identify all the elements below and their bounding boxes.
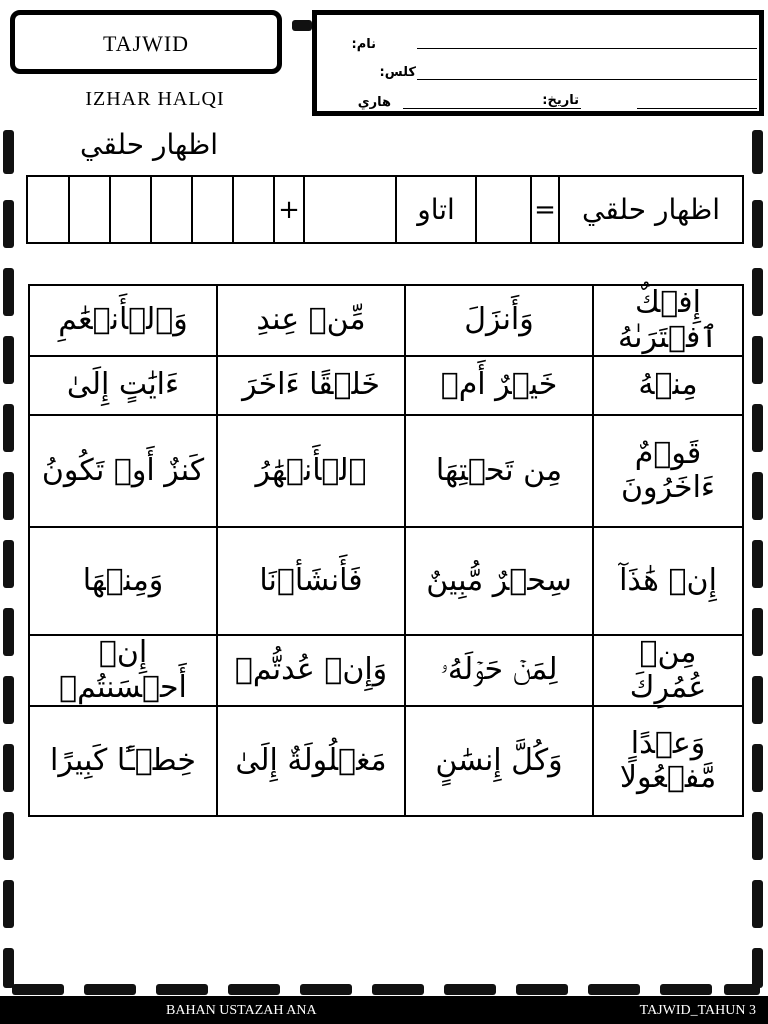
table-row (29, 415, 743, 527)
answer-box[interactable] (28, 177, 68, 242)
word-cell: وَٱلۡأَنۡعَٰمِ (29, 285, 217, 356)
worksheet-subtitle: IZHAR HALQI (85, 88, 225, 110)
word-cell: لِمَنۡ حَوۡلَهُۥ (405, 635, 593, 706)
word-cell: قَوۡمٌ ءَاخَرُونَ (593, 415, 743, 527)
border-dash (84, 984, 136, 995)
border-dash (588, 984, 640, 995)
date-field[interactable] (637, 108, 757, 109)
border-dash (3, 540, 14, 588)
border-dash (3, 268, 14, 316)
name-label: :نام (351, 37, 376, 52)
border-dash (724, 984, 760, 995)
border-dash (752, 200, 763, 248)
border-dash (752, 404, 763, 452)
border-dash (752, 130, 763, 174)
border-dash (3, 744, 14, 792)
border-dash (3, 472, 14, 520)
border-dash (752, 608, 763, 656)
word-cell: إِنۡ هَٰذَآ (593, 527, 743, 635)
border-dash (3, 948, 14, 988)
answer-box[interactable] (191, 177, 232, 242)
words-table (28, 284, 744, 817)
table-row (29, 635, 743, 706)
word-cell: مِّنۡ عِندِ (217, 285, 405, 356)
border-dash (660, 984, 712, 995)
border-dash (752, 540, 763, 588)
border-dash (3, 880, 14, 928)
border-dash (372, 984, 424, 995)
word-cell: خِطۡـًٔا كَبِيرًا (29, 706, 217, 816)
border-dash (228, 984, 280, 995)
word-cell: مِنۡهُ (593, 356, 743, 415)
border-dash (752, 948, 763, 988)
border-dash (156, 984, 208, 995)
answer-box[interactable] (475, 177, 530, 242)
plus-sign: + (273, 177, 303, 242)
word-cell: خَلۡقًا ءَاخَرَ (217, 356, 405, 415)
answer-box[interactable] (232, 177, 273, 242)
footer-right-text: TAJWID_TAHUN 3 (639, 1003, 756, 1018)
class-label: :كلس (379, 65, 416, 80)
table-row (29, 356, 743, 415)
border-dash (292, 20, 312, 31)
footer-left-text: BAHAN USTAZAH ANA (166, 1003, 317, 1018)
border-dash (752, 472, 763, 520)
word-cell: ءَايَٰتٍ إِلَىٰ (29, 356, 217, 415)
student-info-box (312, 10, 764, 116)
border-dash (3, 812, 14, 860)
word-cell: مِنۡ عُمُرِكَ (593, 635, 743, 706)
border-dash (12, 984, 64, 995)
border-dash (752, 812, 763, 860)
word-cell: سِحۡرٌ مُّبِينٌ (405, 527, 593, 635)
table-row (29, 527, 743, 635)
formula-strip (26, 175, 744, 244)
equals-sign: = (530, 177, 558, 242)
noon-tanwin-label: اتاو (395, 177, 475, 242)
answer-box[interactable] (68, 177, 109, 242)
word-cell: وَأَنزَلَ (405, 285, 593, 356)
word-cell: وَمِنۡهَا (29, 527, 217, 635)
word-cell: مَغۡلُولَةٌ إِلَىٰ (217, 706, 405, 816)
word-cell: كَنزٌ أَوۡ تَكُونُ (29, 415, 217, 527)
border-dash (752, 744, 763, 792)
word-cell: وَكُلَّ إِنسَٰنٍ (405, 706, 593, 816)
worksheet-title: TAJWID (102, 31, 190, 56)
table-row (29, 706, 743, 816)
border-dash (3, 608, 14, 656)
border-dash (752, 268, 763, 316)
word-cell: مِن تَحۡتِهَا (405, 415, 593, 527)
word-cell: خَيۡرٌ أَمۡ (405, 356, 593, 415)
word-cell: إِفۡكٌ ٱفۡتَرَىٰهُ (593, 285, 743, 356)
date-label: :تاريخ (542, 93, 579, 108)
border-dash (516, 984, 568, 995)
word-cell: وَإِنۡ عُدتُّمۡ (217, 635, 405, 706)
title-box (10, 10, 282, 74)
heading-arabic: اظهار حلقي (80, 128, 219, 161)
border-dash (444, 984, 496, 995)
answer-box-wide[interactable] (303, 177, 395, 242)
border-dash (752, 880, 763, 928)
border-dash (3, 130, 14, 174)
formula-term: اظهار حلقي (558, 177, 742, 242)
table-row (29, 285, 743, 356)
word-cell: إِنۡ أَحۡسَنتُمۡ (29, 635, 217, 706)
answer-box[interactable] (109, 177, 150, 242)
border-dash (3, 200, 14, 248)
border-dash (300, 984, 352, 995)
day-field[interactable] (403, 108, 581, 109)
word-cell: وَعۡدًا مَّفۡعُولًا (593, 706, 743, 816)
name-field[interactable] (417, 48, 757, 49)
word-cell: فَأَنشَأۡنَا (217, 527, 405, 635)
day-label: هاري (357, 95, 391, 110)
border-dash (752, 336, 763, 384)
border-dash (3, 404, 14, 452)
answer-box[interactable] (150, 177, 191, 242)
class-field[interactable] (417, 79, 757, 80)
border-dash (3, 336, 14, 384)
word-cell: ٱلۡأَنۡهَٰرُ (217, 415, 405, 527)
border-dash (3, 676, 14, 724)
border-dash (752, 676, 763, 724)
footer-bar (0, 996, 768, 1024)
